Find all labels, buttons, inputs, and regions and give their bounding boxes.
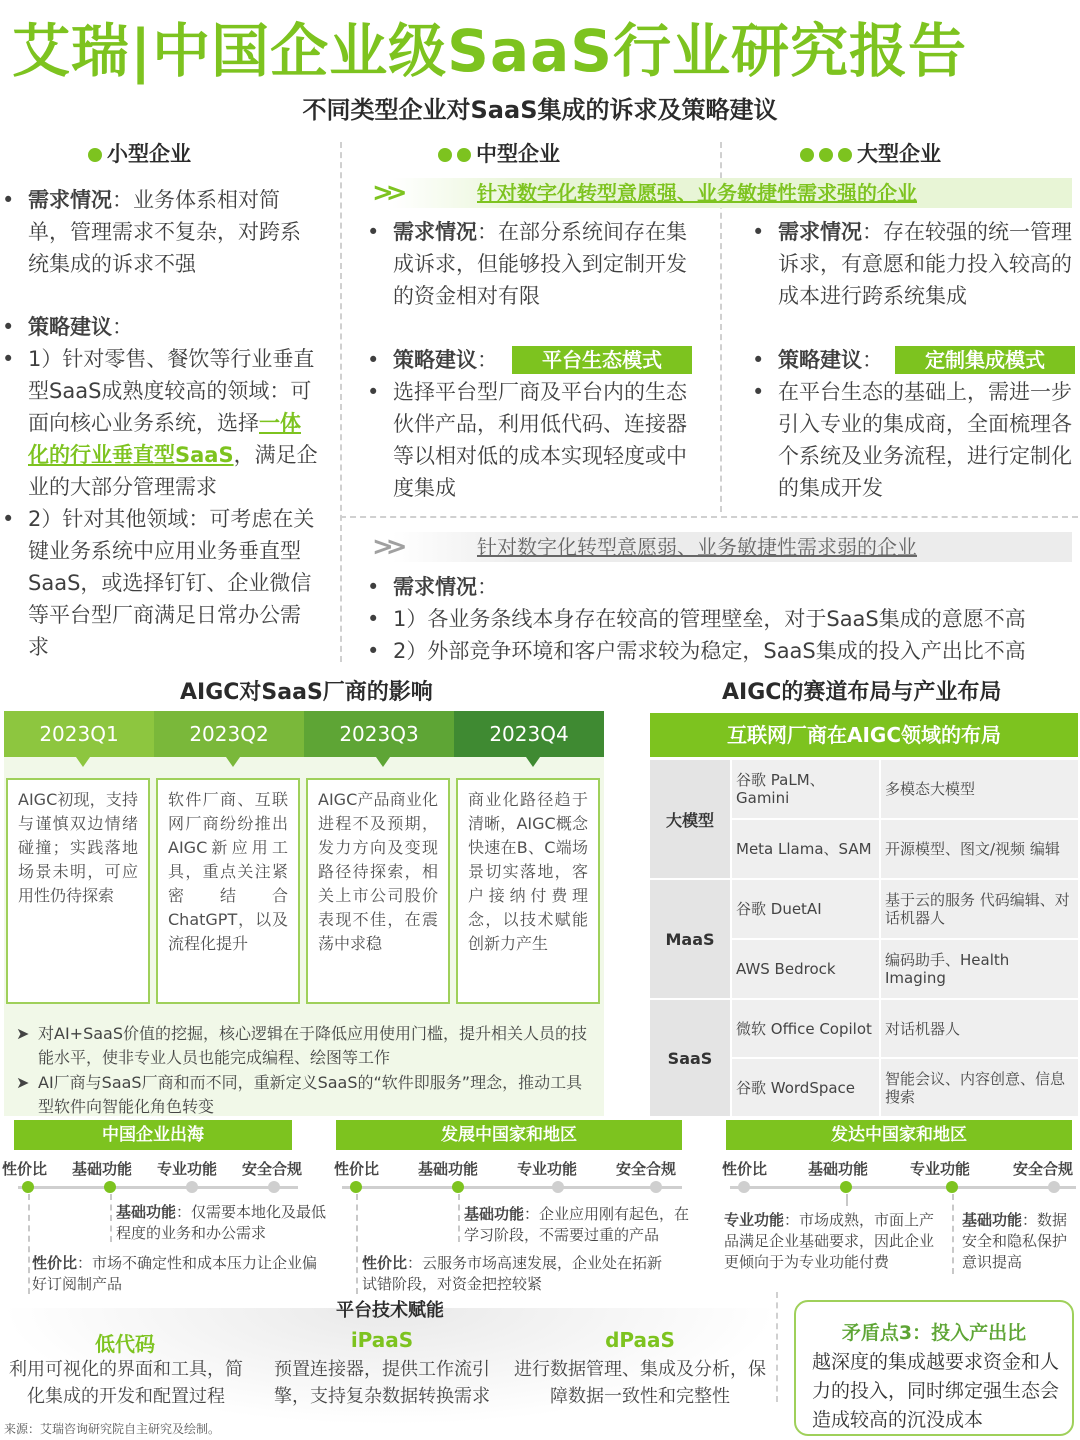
axis-line [18,1186,298,1189]
market-band-developed: 发达中国家和地区 [726,1120,1072,1150]
axis-dot [650,1181,662,1193]
axis-tick [952,1194,954,1274]
large-demand: • 需求情况：存在较强的统一管理诉求，有意愿和能力投入较高的成本进行跨系统集成 [752,220,1072,308]
axis-label: 安全合规 [1013,1160,1074,1178]
section-divider [340,516,1078,518]
tech-name: iPaaS [350,1328,414,1352]
market-note: 性价比：云服务市场高速发展，企业处在拓新试错阶段，对资金把控较紧 [362,1254,663,1293]
vendor-cell: Meta Llama、SAM [732,820,879,878]
large-strategy: • 策略建议： [752,348,883,372]
vendor-cell: 微软 Office Copilot [732,1000,879,1057]
axis-dot [268,1181,280,1193]
axis-tick [28,1194,30,1294]
axis-dot [452,1181,464,1193]
contradiction-title: 矛盾点3：投入产出比 [841,1322,1027,1344]
quarter-box-q1: AIGC初现，支持与谨慎双边情绪碰撞；实践落地场景未明，可应用性仍待探索 [6,778,150,1004]
axis-dot [104,1181,116,1193]
strategy-tag-custom: 定制集成模式 [895,346,1075,374]
caret-down-icon [226,757,240,767]
axis-dot [840,1181,852,1193]
axis-dot [552,1181,564,1193]
medium-demand: • 需求情况：在部分系统间存在集成诉求，但能够投入到定制开发的资金相对有限 [367,220,687,308]
col-head-large: 大型企业 [800,138,941,168]
weak-point-1: • 1）各业务条线本身存在较高的管理壁垒，对于SaaS集成的意愿不高 [367,607,1026,631]
market-note: 性价比：市场不确定性和成本压力让企业偏好订阅制产品 [32,1254,318,1293]
desc-cell: 智能会议、内容创意、信息搜索 [881,1059,1078,1116]
aigc-layout-title: AIGC的赛道布局与产业布局 [722,680,1002,705]
strategy-tag-platform: 平台生态模式 [512,346,692,374]
axis-label: 专业功能 [517,1160,578,1178]
axis-line [342,1186,682,1189]
col-head-medium: 中型企业 [438,138,560,168]
market-note: 基础功能：企业应用刚有起色，在学习阶段，不需要过重的产品 [464,1205,690,1244]
category-cell: 大模型 [650,760,730,878]
quarter-box-q3: AIGC产品商业化进程不及预期，发力方向及变现路径待探索，相关上市公司股价表现不佳，在震荡中求稳 [306,778,450,1004]
medium-strategy: • 策略建议： [367,348,498,372]
double-chevron-icon: >> [372,532,400,562]
col-head-small: 小型企业 [88,138,191,168]
tech-desc: 进行数据管理、集成及分析，保障数据一致性和完整性 [514,1359,766,1407]
level-dot-icon [457,148,471,162]
level-dot-icon [438,148,452,162]
desc-cell: 基于云的服务 代码编辑、对话机器人 [881,880,1078,938]
axis-tick [356,1194,358,1294]
vendor-cell: AWS Bedrock [732,940,879,998]
large-strategy-text: • 在平台生态的基础上，需进一步引入专业的集成商，全面梳理各个系统及业务流程，进行定制化的集成开发 [752,380,1072,500]
arrow-bullet-icon: ➤ [16,1024,30,1043]
vendor-cell: 谷歌 DuetAI [732,880,879,938]
impact-note-2: ➤ AI厂商与SaaS厂商和而不同，重新定义SaaS的“软件即服务”理念，推动工具型软件向智能化角色转变 [16,1073,583,1116]
axis-dot [738,1181,750,1193]
vendor-cell: 谷歌 PaLM、Gamini [732,760,879,818]
axis-label: 性价比 [2,1160,48,1178]
level-dot-icon [88,148,102,162]
axis-label: 专业功能 [910,1160,971,1178]
desc-cell: 对话机器人 [881,1000,1078,1057]
quarter-box-q4: 商业化路径趋于清晰，AIGC概念快速在B、C端场景切实落地，客户接纳付费理念，以技术赋能创新力产生 [456,778,600,1004]
report-title: 艾瑞|中国企业级SaaS行业研究报告 [12,17,968,85]
page-subtitle: 不同类型企业对SaaS集成的诉求及策略建议 [302,96,778,124]
vendor-cell: 谷歌 WordSpace [732,1059,879,1116]
source-note: 来源：艾瑞咨询研究院自主研究及绘制。 [4,1422,221,1436]
caret-down-icon [76,757,90,767]
quarter-box-q2: 软件厂商、互联网厂商纷纷推出AIGC新应用工具，重点关注紧密结合ChatGPT，以及流程化提升 [156,778,300,1004]
quarter-head-q4: 2023Q4 [454,711,604,757]
impact-note-1: ➤ 对AI+SaaS价值的挖掘，核心逻辑在于降低应用使用门槛，提升相关人员的技能水平，使非专业人员也能完成编程、绘图等工作 [16,1024,587,1067]
axis-label: 基础功能 [418,1160,479,1178]
column-divider [340,142,342,662]
small-strategy-1: • 1）针对零售、餐饮等行业垂直型SaaS成熟度较高的领域：可面向核心业务系统，选择一体化的行业垂直型SaaS，满足企业的大部分管理需求 [2,347,318,499]
category-cell: SaaS [650,1000,730,1116]
axis-dot [946,1181,958,1193]
quarter-head-q1: 2023Q1 [4,711,154,757]
axis-dot [22,1181,34,1193]
strong-demand-banner: >> 针对数字化转型意愿强、业务敏捷性需求强的企业 [372,178,1072,208]
axis-label: 安全合规 [242,1160,303,1178]
contradiction-box [794,1300,1074,1436]
double-chevron-icon: >> [372,178,400,208]
weak-demand: • 需求情况： [367,575,498,599]
quarter-head-q3: 2023Q3 [304,711,454,757]
tech-desc: 利用可视化的界面和工具，简化集成的开发和配置过程 [9,1359,243,1407]
market-band-outbound: 中国企业出海 [14,1120,292,1150]
level-dot-icon [800,148,814,162]
level-dot-icon [838,148,852,162]
caret-down-icon [526,757,540,767]
tech-name: dPaaS [605,1328,675,1352]
market-note: 专业功能：市场成熟，市面上产品满足企业基础要求，因此企业更倾向于为专业功能付费 [724,1211,935,1271]
axis-tick [110,1194,112,1242]
tech-name: 低代码 [95,1332,155,1356]
market-note: 基础功能：仅需要本地化及最低程度的业务和办公需求 [116,1203,327,1242]
market-band-developing: 发展中国家和地区 [336,1120,682,1150]
section-divider [776,1292,778,1402]
small-demand: • 需求情况：业务体系相对简单，管理需求不复杂，对跨系统集成的诉求不强 [2,188,301,276]
table-title: 互联网厂商在AIGC领域的布局 [650,713,1078,757]
axis-tick [846,1194,848,1206]
axis-line [730,1186,1076,1189]
axis-label: 性价比 [722,1160,768,1178]
market-note: 基础功能：数据安全和隐私保护意识提高 [962,1211,1068,1271]
axis-dot [1048,1181,1060,1193]
category-cell: MaaS [650,880,730,998]
desc-cell: 开源模型、图文/视频 编辑 [881,820,1078,878]
highlight-text: 一体化的行业垂直型SaaS [28,411,301,467]
axis-dot [186,1181,198,1193]
desc-cell: 编码助手、Health Imaging [881,940,1078,998]
platform-title: 平台技术赋能 [336,1300,444,1321]
caret-down-icon [376,757,390,767]
axis-label: 基础功能 [72,1160,133,1178]
axis-label: 专业功能 [157,1160,218,1178]
small-strategy: • 策略建议： [2,315,133,339]
level-dot-icon [819,148,833,162]
weak-point-2: • 2）外部竞争环境和客户需求较为稳定，SaaS集成的投入产出比不高 [367,639,1026,663]
tech-desc: 预置连接器，提供工作流引擎，支持复杂数据转换需求 [274,1359,490,1407]
desc-cell: 多模态大模型 [881,760,1078,818]
axis-label: 安全合规 [616,1160,677,1178]
small-strategy-2: • 2）针对其他领域：可考虑在关键业务系统中应用业务垂直型SaaS，或选择钉钉、企业微信等平台型厂商满足日常办公需求 [2,507,315,659]
axis-label: 基础功能 [808,1160,869,1178]
axis-tick [458,1194,460,1242]
medium-strategy-text: • 选择平台型厂商及平台内的生态伙伴产品，利用低代码、连接器等以相对低的成本实现轻度或中度集成 [367,380,687,500]
contradiction-text: 越深度的集成越要求资金和人力的投入，同时绑定强生态会造成较高的沉没成本 [812,1351,1060,1431]
arrow-bullet-icon: ➤ [16,1073,30,1092]
weak-demand-banner: >> 针对数字化转型意愿弱、业务敏捷性需求弱的企业 [372,532,1072,562]
aigc-impact-title: AIGC对SaaS厂商的影响 [180,680,433,705]
quarter-head-q2: 2023Q2 [154,711,304,757]
axis-dot [350,1181,362,1193]
axis-label: 性价比 [334,1160,380,1178]
